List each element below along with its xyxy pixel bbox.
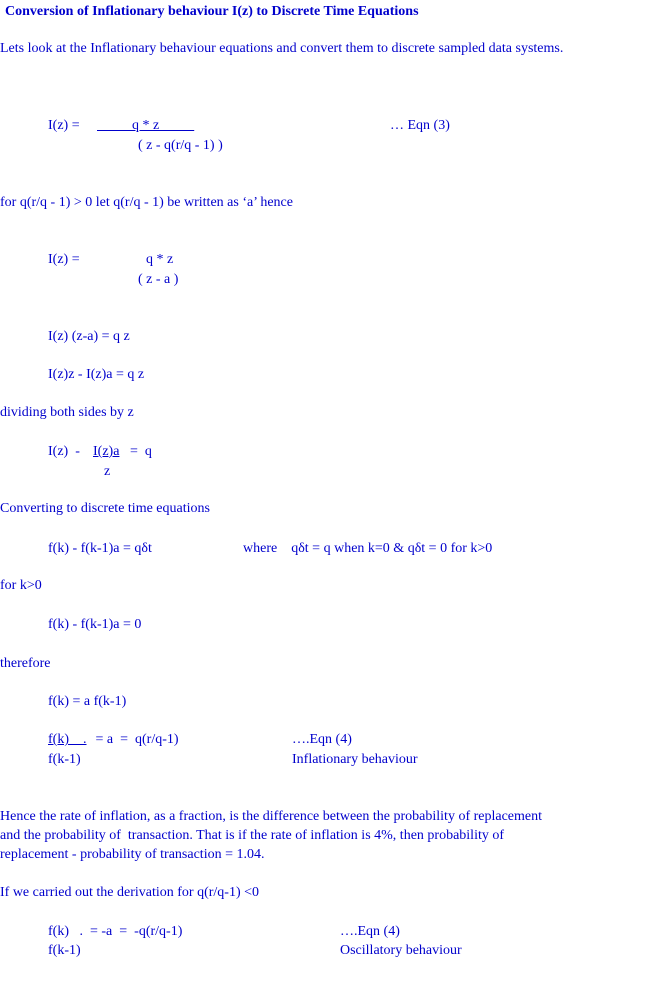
eq4b-numerator: f(k) . = -a = -q(r/q-1): [48, 924, 183, 939]
eq4a-numerator: f(k) .: [48, 732, 87, 747]
step-1: I(z) (z-a) = q z: [48, 329, 130, 344]
eq3-denominator: ( z - q(r/q - 1) ): [138, 138, 223, 153]
discrete-eq-1-where: where qδt = q when k=0 & qδt = 0 for k>0: [243, 541, 493, 556]
dividing-text: dividing both sides by z: [0, 405, 134, 420]
eq-div-lhs: I(z) -: [48, 444, 80, 459]
eq-a-denominator: ( z - a ): [138, 272, 179, 287]
eq3-label: … Eqn (3): [390, 118, 450, 133]
eq4b-denominator: f(k-1): [48, 943, 81, 958]
eq4b-label: ….Eqn (4): [340, 924, 400, 939]
eq-a-lhs: I(z) =: [48, 252, 80, 267]
eq4a-denominator: f(k-1): [48, 752, 81, 767]
eq4b-description: Oscillatory behaviour: [340, 943, 462, 958]
for-k-text: for k>0: [0, 578, 42, 593]
paragraph-line-2: and the probability of transaction. That is if the rate of inflation is 4%, then probability of: [0, 828, 505, 843]
eq-a-numerator: q * z: [146, 252, 174, 267]
if-negative-text: If we carried out the derivation for q(r/q-1) <0: [0, 885, 260, 900]
step-2: I(z)z - I(z)a = q z: [48, 367, 145, 382]
eq3-numerator: q * z: [97, 118, 195, 133]
eq-div-fraction-numerator: I(z)a: [93, 444, 120, 459]
eq3-lhs: I(z) =: [48, 118, 80, 133]
eq4a-description: Inflationary behaviour: [292, 752, 418, 767]
discrete-eq-3: f(k) = a f(k-1): [48, 694, 127, 709]
converting-text: Converting to discrete time equations: [0, 501, 210, 516]
let-a-text: for q(r/q - 1) > 0 let q(r/q - 1) be written as ‘a’ hence: [0, 195, 293, 210]
paragraph-line-1: Hence the rate of inflation, as a fraction, is the difference between the probability of replacement: [0, 809, 543, 824]
eq4a-rest: = a = q(r/q-1): [92, 732, 179, 747]
intro-text: Lets look at the Inflationary behaviour equations and convert them to discrete sampled data systems.: [0, 41, 564, 56]
page-title: Conversion of Inflationary behaviour I(z) to Discrete Time Equations: [5, 4, 419, 19]
therefore-text: therefore: [0, 656, 51, 671]
discrete-eq-2: f(k) - f(k-1)a = 0: [48, 617, 142, 632]
eq-div-fraction-denominator: z: [104, 464, 111, 479]
discrete-eq-1: f(k) - f(k-1)a = qδt: [48, 541, 152, 556]
paragraph-line-3: replacement - probability of transaction = 1.04.: [0, 847, 265, 862]
eq-div-rhs: = q: [130, 444, 152, 459]
eq4a-label: ….Eqn (4): [292, 732, 352, 747]
